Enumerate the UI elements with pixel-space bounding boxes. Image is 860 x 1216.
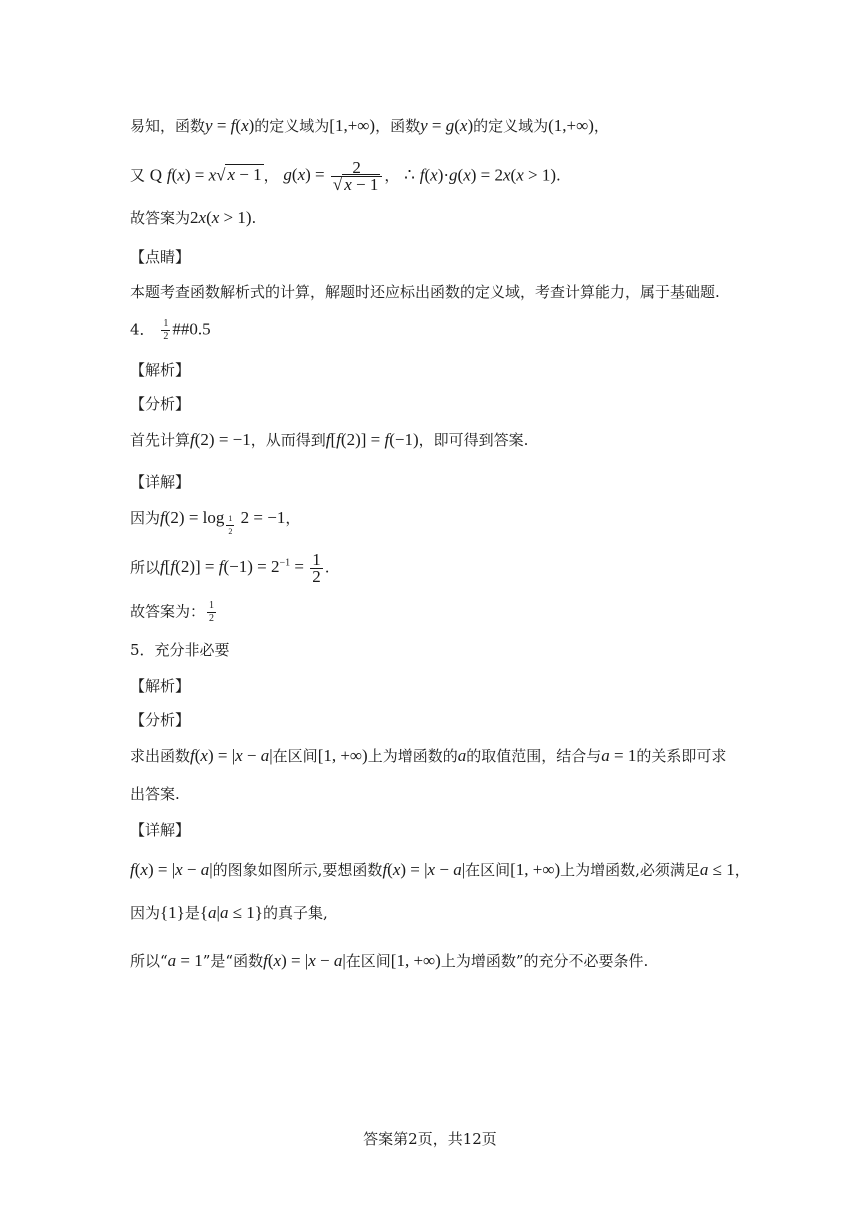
section-heading-overview-5: 【分析】: [130, 711, 191, 729]
line-q4-result: 所以$f[f(2)] = f(-1) = 2^{-1}$ = $\frac{1}{2}$ .: [130, 550, 330, 586]
comment-text: 本题考查函数解析式的计算，解题时还应标出函数的定义域，考查计算能力，属于基础题.: [130, 283, 720, 301]
line-q5-overview: 求出函数f(x) = |x − a|在区间[1, +∞)上为增函数的a的取值范围，结合与a = 1的关系即可求: [130, 746, 727, 765]
question-5-answer: 5．充分非必要: [130, 641, 230, 659]
page-footer: 答案第2页，共12页: [363, 1130, 497, 1148]
line-q5-overview-cont: 出答案.: [130, 785, 180, 803]
section-heading-comment: 【点睛】: [130, 248, 191, 266]
line-q5-detail-1: f(x) = |x − a|的图象如图所示,要想函数f(x) = |x − a|在区间[1, +∞)上为增函数,必须满足a ≤ 1，: [130, 860, 750, 879]
question-4-answer: 4． $\frac{1}{2}$ ##0.5: [130, 318, 211, 342]
line-q4-overview: 首先计算f(2) = −1，从而得到f[f(2)] = f(−1)，即可得到答案.: [130, 430, 529, 449]
line-product-calculation: 又 Q f(x) = x√ x − 1 ， g(x) = $\frac{2}{√ x - 1}$ ， ∴ f(x)·g(x) = 2x(x > 1).: [130, 158, 561, 194]
line-q5-detail-2: 因为{1}是{a|a ≤ 1}的真子集,: [130, 903, 328, 922]
line-answer-3: 故答案为2x(x > 1).: [130, 208, 257, 227]
line-q5-conclusion: 所以“a = 1”是“函数f(x) = |x − a|在区间[1, +∞)上为增函数”的充分不必要条件.: [130, 951, 649, 970]
line-q4-log: 因为f(2) = log $_{\frac{1}{2}}$ 2 = −1，: [130, 508, 301, 536]
section-heading-detail: 【详解】: [130, 473, 191, 491]
section-heading-analysis-5: 【解析】: [130, 677, 191, 695]
line-q4-answer: 故答案为： $\frac{1}{2}$: [130, 600, 215, 624]
section-heading-analysis: 【解析】: [130, 361, 191, 379]
line-domain-statement: 易知，函数y = f(x)的定义域为[1,+∞)，函数y = g(x)的定义域为(1,+∞)，: [130, 116, 609, 135]
section-heading-overview: 【分析】: [130, 395, 191, 413]
section-heading-detail-5: 【详解】: [130, 821, 191, 839]
